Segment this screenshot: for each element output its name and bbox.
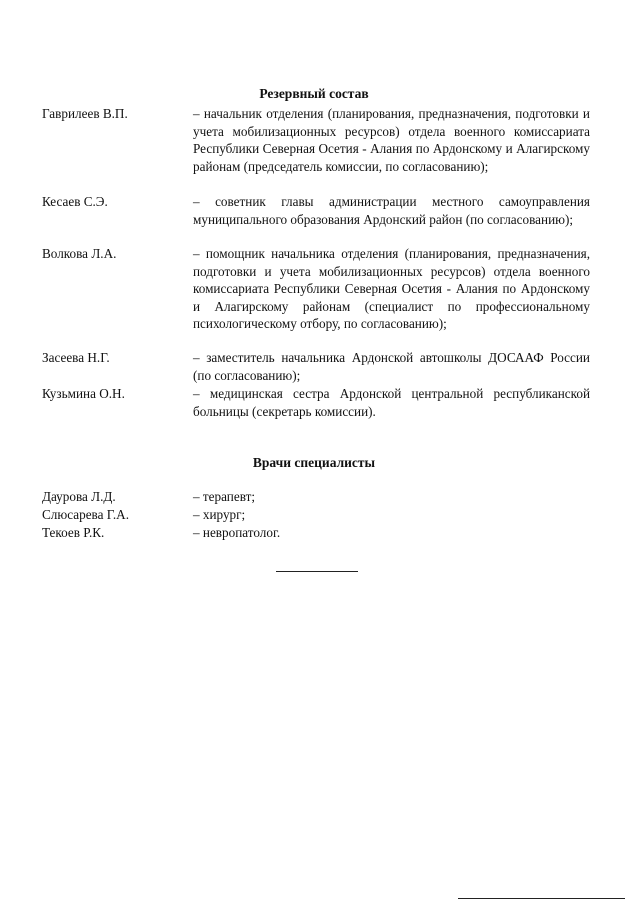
reserve-section-title: Резервный состав xyxy=(259,86,369,101)
member-role: – помощник начальника отделения (планирования, предназначения, подготовки и учета мобилизационных ресурсов) отдела военного комиссариата Республики Северная Осетия - Алания по Ардонскому и Алагирскому районам (специалист по профессиональному психологическому отбору, по согласованию); xyxy=(193,246,590,332)
doctor-specialty: – невропатолог. xyxy=(193,525,281,540)
member-name: Кесаев С.Э. xyxy=(42,194,108,209)
member-role: – начальник отделения (планирования, предназначения, подготовки и учета мобилизационных ресурсов) отдела военного комиссариата Республики Северная Осетия - Алания по Ардонскому и Алагирскому районам (председатель комиссии, по согласованию); xyxy=(193,106,590,174)
doctor-name: Даурова Л.Д. xyxy=(42,489,116,504)
member-name: Гаврилеев В.П. xyxy=(42,106,128,121)
footer-rule xyxy=(458,898,625,899)
member-role: – советник главы администрации местного самоуправления муниципального образования Ардонский район (по согласованию); xyxy=(193,194,590,227)
doctor-specialty: – терапевт; xyxy=(193,489,256,504)
section-divider xyxy=(276,571,358,572)
member-name: Засеева Н.Г. xyxy=(42,350,110,365)
doctor-name: Текоев Р.К. xyxy=(42,525,105,540)
doctors-section-title: Врачи специалисты xyxy=(252,455,376,470)
member-role: – медицинская сестра Ардонской центральной республиканской больницы (секретарь комиссии). xyxy=(193,386,590,419)
doctor-specialty: – хирург; xyxy=(193,507,246,522)
member-name: Волкова Л.А. xyxy=(42,246,117,261)
member-role: – заместитель начальника Ардонской автошколы ДОСААФ России (по согласованию); xyxy=(193,350,590,383)
doctor-name: Слюсарева Г.А. xyxy=(42,507,129,522)
member-name: Кузьмина О.Н. xyxy=(42,386,125,401)
